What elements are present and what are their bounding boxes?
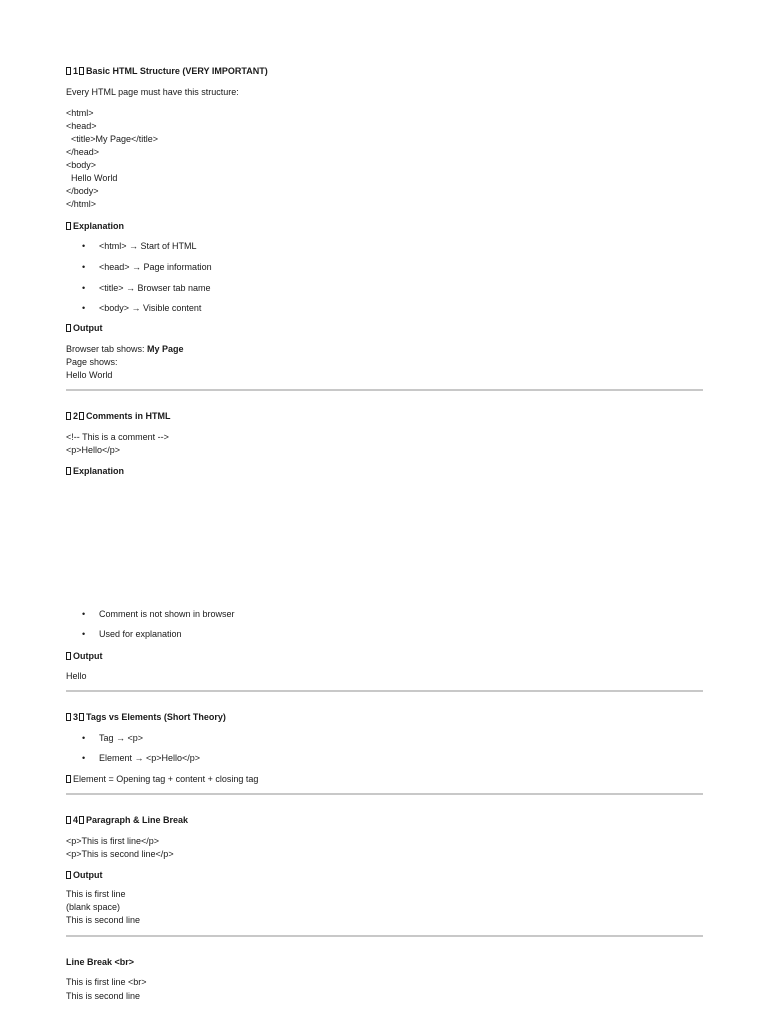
- output-line: This is first line: [66, 889, 126, 899]
- code-line: <!-- This is a comment -->: [66, 432, 169, 442]
- emoji-glyph-icon: [66, 67, 71, 75]
- emoji-glyph-icon: [66, 412, 71, 420]
- line-break-heading: Line Break <br>: [66, 957, 135, 967]
- section-number: 1: [73, 66, 79, 76]
- code-line: </html>: [66, 199, 97, 209]
- divider: [66, 793, 703, 795]
- section-2-heading: [66, 410, 171, 423]
- bullet-icon: •: [82, 609, 86, 619]
- section-title: Comments in HTML: [86, 411, 171, 421]
- section-number: 2: [73, 411, 79, 421]
- list-item: Comment is not shown in browser: [99, 609, 235, 619]
- list-item: <head> → Page information: [99, 262, 212, 272]
- output-line: Page shows:: [66, 357, 118, 367]
- section-number: 3: [73, 712, 79, 722]
- section-title: Basic HTML Structure (VERY IMPORTANT): [86, 66, 268, 76]
- list-item: <body> → Visible content: [99, 303, 202, 313]
- emoji-glyph-icon: [66, 467, 71, 475]
- output-heading: [66, 322, 103, 335]
- code-line: <html>: [66, 108, 94, 118]
- keycap-glyph-icon: [79, 67, 84, 75]
- explanation-heading: [66, 220, 124, 233]
- list-item: <title> → Browser tab name: [99, 283, 211, 293]
- section-title: Paragraph & Line Break: [86, 815, 189, 825]
- output-line: [66, 343, 184, 356]
- output-heading: [66, 869, 103, 882]
- code-line: <head>: [66, 121, 97, 131]
- bullet-icon: •: [82, 241, 86, 251]
- output-label: Output: [73, 870, 103, 880]
- output-line: Hello: [66, 671, 87, 681]
- note-line: [66, 773, 258, 786]
- list-item: Element → <p>Hello</p>: [99, 753, 201, 763]
- output-line: (blank space): [66, 902, 121, 912]
- explanation-label: Explanation: [73, 466, 125, 476]
- bullet-icon: •: [82, 733, 86, 743]
- keycap-glyph-icon: [79, 412, 84, 420]
- bullet-icon: •: [82, 303, 86, 313]
- section-title: Tags vs Elements (Short Theory): [86, 712, 226, 722]
- output-prefix: Browser tab shows:: [66, 344, 148, 354]
- section-3-heading: [66, 711, 226, 724]
- divider: [66, 935, 703, 937]
- emoji-glyph-icon: [66, 871, 71, 879]
- code-line: <body>: [66, 160, 97, 170]
- code-line: <p>This is first line</p>: [66, 836, 160, 846]
- code-line: <title>My Page</title>: [66, 134, 159, 144]
- emoji-glyph-icon: [66, 222, 71, 230]
- bullet-icon: •: [82, 283, 86, 293]
- emoji-glyph-icon: [66, 713, 71, 721]
- section-1-intro: Every HTML page must have this structure:: [66, 87, 239, 97]
- code-line: <p>Hello</p>: [66, 445, 121, 455]
- list-item: Used for explanation: [99, 629, 182, 639]
- section-1-heading: [66, 65, 268, 78]
- divider: [66, 690, 703, 692]
- output-label: Output: [73, 651, 103, 661]
- bullet-icon: •: [82, 262, 86, 272]
- list-item: <html> → Start of HTML: [99, 241, 197, 251]
- keycap-glyph-icon: [79, 713, 84, 721]
- explanation-label: Explanation: [73, 221, 125, 231]
- code-line: Hello World: [66, 173, 118, 183]
- code-line: </body>: [66, 186, 99, 196]
- text-line: This is second line: [66, 991, 141, 1001]
- emoji-glyph-icon: [66, 652, 71, 660]
- emoji-glyph-icon: [66, 816, 71, 824]
- code-line: </head>: [66, 147, 100, 157]
- section-4-heading: [66, 814, 188, 827]
- emoji-glyph-icon: [66, 324, 71, 332]
- text-line: This is first line <br>: [66, 977, 147, 987]
- emoji-glyph-icon: [66, 775, 71, 783]
- bullet-icon: •: [82, 629, 86, 639]
- section-number: 4: [73, 815, 79, 825]
- output-bold: My Page: [147, 344, 184, 354]
- code-line: <p>This is second line</p>: [66, 849, 174, 859]
- explanation-heading: [66, 465, 124, 478]
- output-label: Output: [73, 323, 103, 333]
- output-line: Hello World: [66, 370, 113, 380]
- keycap-glyph-icon: [79, 816, 84, 824]
- output-heading: [66, 650, 103, 663]
- bullet-icon: •: [82, 753, 86, 763]
- note-text: Element = Opening tag + content + closing tag: [73, 774, 259, 784]
- output-line: This is second line: [66, 915, 141, 925]
- divider: [66, 389, 703, 391]
- list-item: Tag → <p>: [99, 733, 144, 743]
